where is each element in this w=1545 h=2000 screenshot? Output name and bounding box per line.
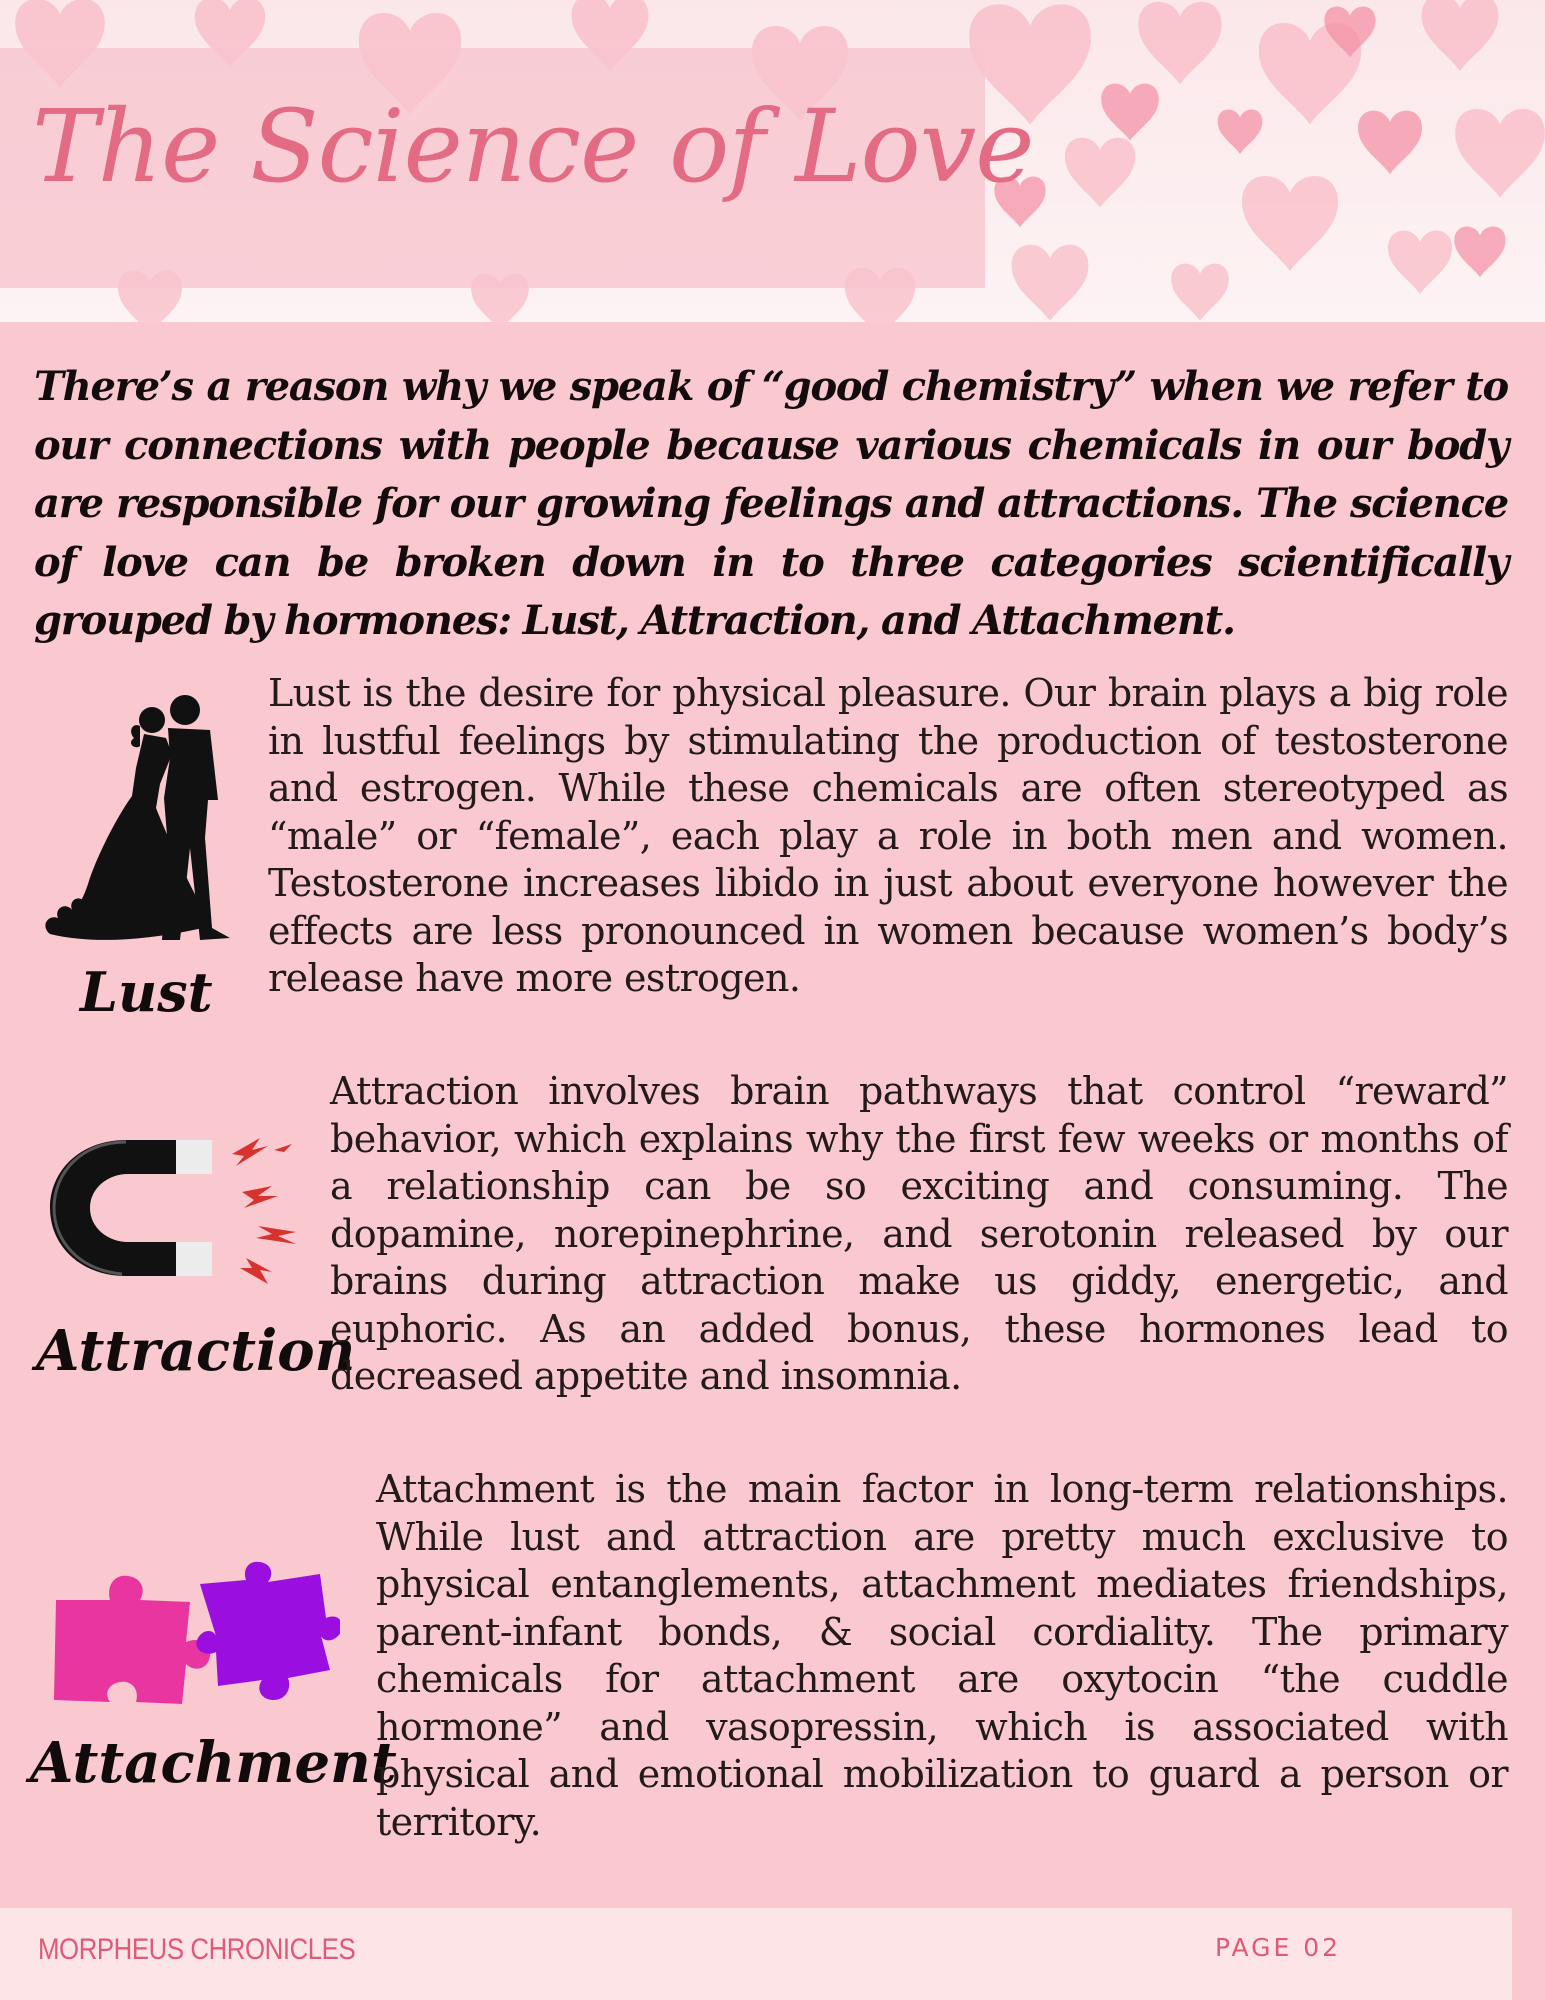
dancing-couple-icon (40, 688, 255, 946)
page-number: PAGE 02 (1215, 1933, 1342, 1962)
attraction-label: Attraction (36, 1318, 356, 1384)
puzzle-pieces-icon (50, 1560, 340, 1710)
attraction-paragraph: Attraction involves brain pathways that control “reward” behavior, which explains why the first few weeks or months of a relationship can be so exciting and consuming. The dopamine, norepinephrine, and serotonin released by our brains during attraction make us giddy, energetic, and euphoric. As an added bonus, these hormones lead to decreased appetite and insomnia. (330, 1069, 1508, 1398)
footer-brand: MORPHEUS CHRONICLES (38, 1933, 356, 1966)
lust-paragraph: Lust is the desire for physical pleasure. Our brain plays a big role in lustful feelings by stimulating the production of testosterone and estrogen. While these chemicals are often stereotyped as “male” or “female”, each play a role in both men and women. Testosterone increases libido in just about everyone however the effects are less pronounced in women because women’s body’s release have more estrogen. (268, 671, 1508, 1000)
attachment-label: Attachment (30, 1730, 397, 1796)
lust-label: Lust (80, 960, 213, 1024)
magnet-icon (46, 1130, 306, 1290)
intro-paragraph: There’s a reason why we speak of “good chemistry” when we refer to our connections with people because various chemicals in our body are responsible for our growing feelings and attractions. The science of love can be broken down in to three categories scientifically grouped by hormones: Lust, Attraction, and Attachment. (34, 363, 1508, 644)
page-title: The Science of Love (32, 88, 1034, 205)
attachment-paragraph: Attachment is the main factor in long-term relationships. While lust and attraction are pretty much exclusive to physical entanglements, attachment mediates friendships, parent-infant bonds, & social cordiality. The primary chemicals for attachment are oxytocin “the cuddle hormone” and vasopressin, which is associated with physical and emotional mobilization to guard a person or territory. (376, 1467, 1508, 1844)
